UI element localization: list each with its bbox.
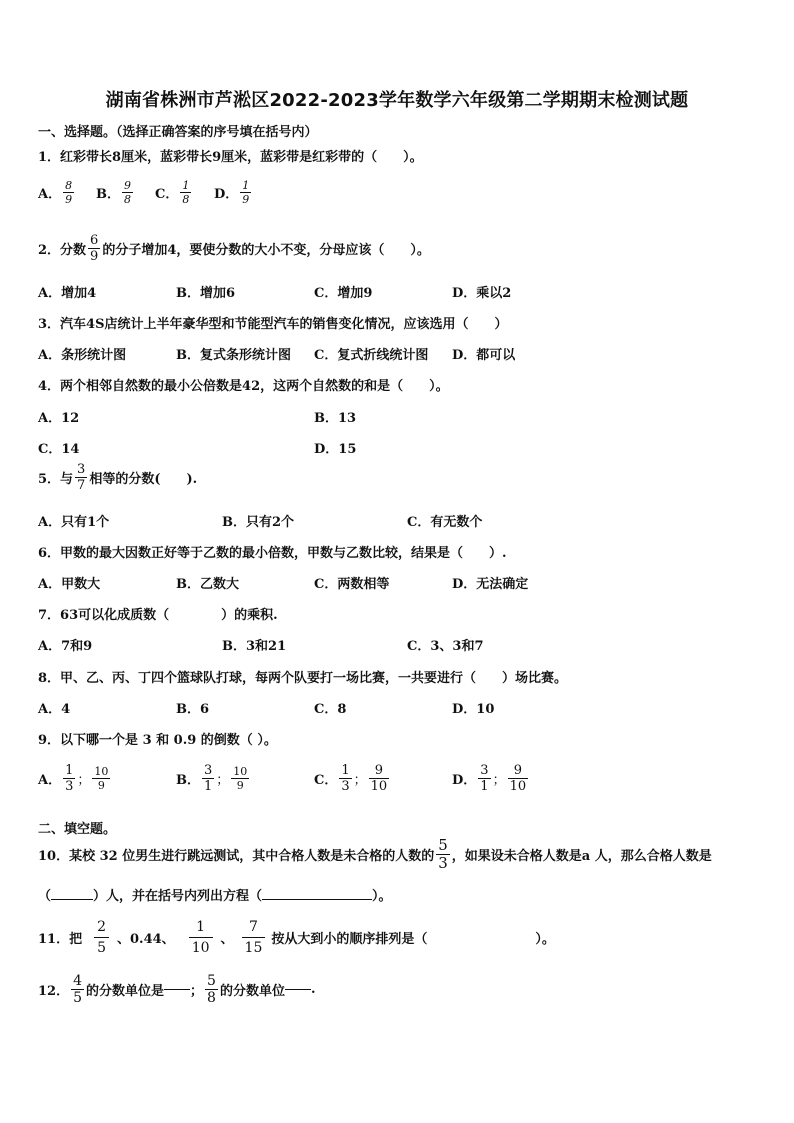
question-9-option-d bbox=[452, 764, 530, 793]
numerator: 9 bbox=[374, 763, 384, 778]
numerator: 8 bbox=[65, 179, 73, 192]
separator: ； bbox=[353, 773, 367, 788]
numerator: 1 bbox=[196, 919, 206, 935]
numerator: 9 bbox=[513, 763, 522, 778]
denominator: 9 bbox=[90, 249, 99, 264]
fraction bbox=[75, 463, 87, 492]
fraction bbox=[88, 234, 100, 263]
numerator: 5 bbox=[438, 836, 448, 854]
question-8-text: 8．甲、乙、丙、丁四个篮球队打球，每两个队要打一场比赛，一共要进行（ ）场比赛。 bbox=[38, 671, 568, 686]
question-3-option-c: C．复式折线统计图 bbox=[314, 348, 429, 363]
denominator: 3 bbox=[341, 779, 350, 794]
question-1-text: 1．红彩带长8厘米，蓝彩带长9厘米，蓝彩带是红彩带的（ ）。 bbox=[38, 150, 423, 165]
separator: ； bbox=[190, 984, 204, 999]
question-4-option-c: C．14 bbox=[38, 442, 80, 457]
question-3-option-b: B．复式条形统计图 bbox=[176, 348, 291, 363]
question-10-post: ，如果设未合格人数是a 人，那么合格人数是 bbox=[451, 849, 712, 864]
question-6-option-d: D．无法确定 bbox=[452, 577, 529, 592]
question-2-option-b: B．增加6 bbox=[176, 286, 236, 301]
page-title: 湖南省株洲市芦淞区2022-2023学年数学六年级第二学期期末检测试题 bbox=[105, 90, 689, 111]
question-11-mid-2: 、 bbox=[220, 932, 234, 947]
fraction-bar bbox=[189, 937, 213, 938]
question-5-option-b: B．只有2个 bbox=[222, 515, 295, 530]
numerator: 1 bbox=[182, 179, 190, 192]
question-9-option-b bbox=[176, 764, 251, 793]
question-10-pre: 10．某校 32 位男生进行跳远测试，其中合格人数是未合格的人数的 bbox=[38, 849, 435, 864]
denominator: 10 bbox=[191, 940, 210, 956]
question-4-option-d: D．15 bbox=[314, 442, 357, 457]
fraction bbox=[369, 764, 390, 793]
question-7-option-a: A．7和9 bbox=[38, 639, 93, 654]
denominator: 3 bbox=[438, 854, 448, 872]
numerator: 6 bbox=[90, 233, 99, 248]
question-3-option-d: D．都可以 bbox=[452, 348, 516, 363]
question-5-option-a: A．只有1个 bbox=[38, 515, 110, 530]
option-label: D． bbox=[452, 773, 477, 788]
question-8-option-c: C．8 bbox=[314, 702, 347, 717]
denominator: 9 bbox=[242, 193, 250, 206]
question-9-text: 9．以下哪一个是 3 和 0.9 的倒数（ ）。 bbox=[38, 733, 277, 748]
question-4-option-b: B．13 bbox=[314, 411, 357, 426]
question-3-option-a: A．条形统计图 bbox=[38, 348, 127, 363]
fraction bbox=[339, 764, 351, 793]
denominator: 10 bbox=[509, 779, 527, 794]
fraction bbox=[508, 764, 529, 793]
fraction bbox=[122, 180, 133, 205]
denominator: 9 bbox=[236, 779, 244, 792]
question-1-option-b bbox=[96, 180, 135, 205]
question-5-post: 相等的分数( ). bbox=[89, 472, 198, 487]
question-12-pre: 12． bbox=[38, 984, 70, 999]
question-8-option-a: A．4 bbox=[38, 702, 71, 717]
numerator: 2 bbox=[97, 919, 107, 935]
question-11-mid-1: 、0.44、 bbox=[117, 932, 175, 947]
paren-close: ）。 bbox=[372, 889, 392, 904]
question-8-option-d: D．10 bbox=[452, 702, 495, 717]
separator: ； bbox=[492, 773, 506, 788]
question-5-pre: 5．与 bbox=[38, 472, 74, 487]
fraction bbox=[242, 918, 266, 957]
denominator: 3 bbox=[65, 779, 74, 794]
equation-blank[interactable] bbox=[262, 899, 372, 900]
denominator: 1 bbox=[204, 779, 213, 794]
question-6-option-a: A．甲数大 bbox=[38, 577, 101, 592]
numerator: 1 bbox=[341, 763, 350, 778]
question-7-option-b: B．3和21 bbox=[222, 639, 287, 654]
denominator: 8 bbox=[207, 990, 216, 1006]
fraction bbox=[189, 918, 213, 957]
question-11-end: ）。 bbox=[535, 932, 555, 947]
fraction bbox=[205, 974, 218, 1005]
question-6-text: 6．甲数的最大因数正好等于乙数的最小倍数，甲数与乙数比较，结果是（ ）. bbox=[38, 546, 507, 561]
question-7-text: 7．63可以化成质数（ ）的乘积. bbox=[38, 608, 278, 623]
fraction bbox=[94, 918, 109, 957]
section-heading-choice: 一、选择题。（选择正确答案的序号填在括号内） bbox=[38, 125, 318, 140]
question-10-line-2 bbox=[38, 885, 392, 904]
question-11-text bbox=[38, 918, 555, 957]
question-11-pre: 11．把 bbox=[38, 932, 83, 947]
question-1-option-a bbox=[38, 180, 76, 205]
numerator: 3 bbox=[77, 462, 86, 477]
denominator: 5 bbox=[97, 940, 107, 956]
numerator: 10 bbox=[94, 765, 109, 778]
option-label: C． bbox=[155, 187, 179, 202]
option-label: D． bbox=[214, 187, 239, 202]
numerator: 1 bbox=[242, 179, 250, 192]
question-4-option-a: A．12 bbox=[38, 411, 80, 426]
question-2-option-c: C．增加9 bbox=[314, 286, 373, 301]
paren-open: （ bbox=[38, 889, 52, 904]
question-2-text bbox=[38, 234, 430, 263]
denominator: 10 bbox=[370, 779, 388, 794]
denominator: 8 bbox=[124, 193, 131, 206]
question-6-option-c: C．两数相等 bbox=[314, 577, 390, 592]
fraction bbox=[231, 766, 249, 791]
option-label: A． bbox=[38, 773, 62, 788]
answer-blank[interactable] bbox=[285, 989, 311, 990]
section-heading-fill-in: 二、填空题。 bbox=[38, 822, 117, 837]
fraction bbox=[92, 766, 110, 791]
numerator: 9 bbox=[124, 179, 131, 192]
denominator: 8 bbox=[182, 193, 190, 206]
denominator: 9 bbox=[65, 193, 73, 206]
question-1-option-d bbox=[214, 180, 253, 205]
question-12-text bbox=[38, 974, 316, 1005]
numerator: 10 bbox=[233, 765, 248, 778]
denominator: 7 bbox=[77, 478, 86, 493]
question-9-option-a bbox=[38, 764, 112, 793]
question-12-mid-2: 的分数单位 bbox=[219, 984, 285, 999]
separator: ； bbox=[77, 773, 91, 788]
question-11-post: 按从大到小的顺序排列是（ bbox=[271, 932, 428, 947]
option-label: B． bbox=[96, 187, 120, 202]
question-12-end: . bbox=[310, 982, 316, 997]
fraction bbox=[63, 764, 75, 793]
numerator: 3 bbox=[480, 763, 489, 778]
question-2-option-a: A．增加4 bbox=[38, 286, 97, 301]
numerator: 1 bbox=[65, 763, 74, 778]
answer-blank[interactable] bbox=[51, 899, 93, 900]
fraction bbox=[436, 838, 450, 871]
fraction bbox=[71, 974, 84, 1005]
option-label: A． bbox=[38, 187, 62, 202]
option-label: C． bbox=[314, 773, 338, 788]
denominator: 1 bbox=[480, 779, 489, 794]
question-10-text bbox=[38, 838, 712, 871]
question-3-text: 3．汽车4S店统计上半年豪华型和节能型汽车的销售变化情况，应该选用（ ） bbox=[38, 317, 508, 332]
numerator: 5 bbox=[207, 973, 216, 989]
question-7-option-c: C．3、3和7 bbox=[407, 639, 484, 654]
question-4-text: 4．两个相邻自然数的最小公倍数是42，这两个自然数的和是（ ）。 bbox=[38, 379, 449, 394]
question-5-text bbox=[38, 463, 197, 492]
numerator: 3 bbox=[204, 763, 213, 778]
question-2-post: 的分子增加4，要使分数的大小不变，分母应该（ ）。 bbox=[102, 243, 430, 258]
question-12-mid: 的分数单位是 bbox=[86, 984, 165, 999]
question-2-pre: 2．分数 bbox=[38, 243, 87, 258]
fraction bbox=[240, 180, 251, 205]
denominator: 15 bbox=[244, 940, 263, 956]
question-9-option-c bbox=[314, 764, 391, 793]
question-8-option-b: B．6 bbox=[176, 702, 210, 717]
option-label: B． bbox=[176, 773, 200, 788]
fraction-bar bbox=[242, 937, 266, 938]
numerator: 7 bbox=[248, 919, 258, 935]
separator: ； bbox=[216, 773, 230, 788]
numerator: 4 bbox=[73, 973, 83, 989]
question-1-option-c bbox=[155, 180, 193, 205]
question-10-middle: ）人，并在括号内列出方程（ bbox=[93, 889, 263, 904]
question-6-option-b: B．乙数大 bbox=[176, 577, 239, 592]
fraction bbox=[180, 180, 191, 205]
fraction bbox=[478, 764, 490, 793]
fraction bbox=[202, 764, 214, 793]
question-2-option-d: D．乘以2 bbox=[452, 286, 512, 301]
denominator: 5 bbox=[73, 990, 83, 1006]
fraction bbox=[63, 180, 74, 205]
denominator: 9 bbox=[97, 779, 105, 792]
fraction-bar bbox=[94, 937, 109, 938]
question-5-option-c: C．有无数个 bbox=[407, 515, 483, 530]
answer-blank[interactable] bbox=[164, 989, 190, 990]
